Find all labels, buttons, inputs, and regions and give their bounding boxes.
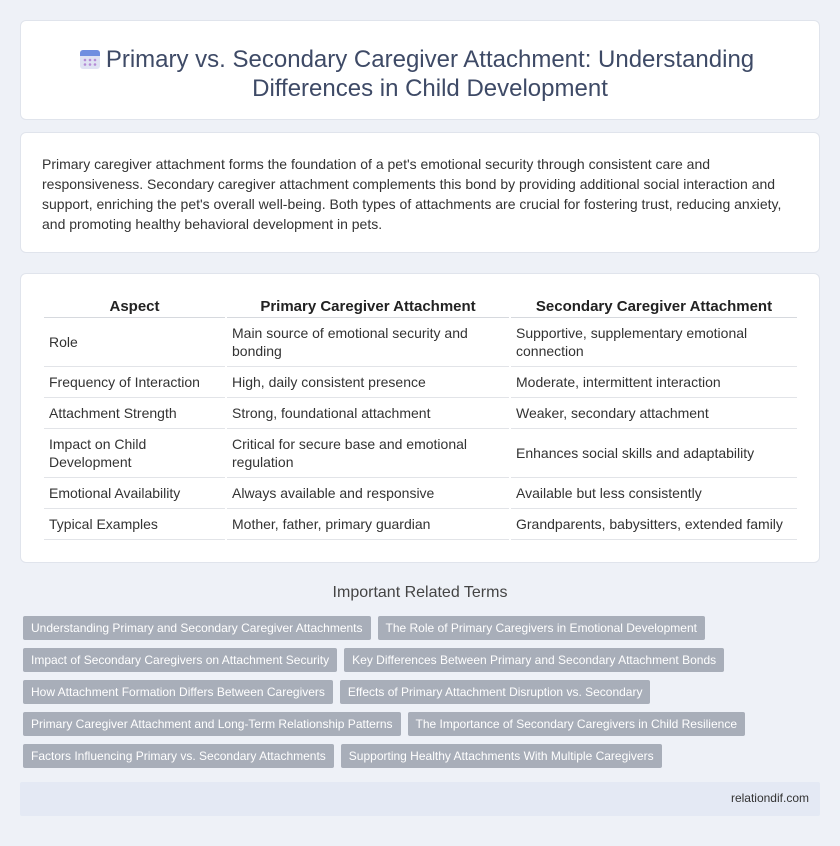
table-cell: Supportive, supplementary emotional connection — [511, 318, 797, 367]
table-cell: Typical Examples — [44, 509, 225, 540]
related-term-tag[interactable]: The Importance of Secondary Caregivers in Child Resilience — [408, 712, 746, 736]
comparison-table-card — [20, 273, 820, 563]
table-cell: Moderate, intermittent interaction — [511, 367, 797, 398]
related-term-tag[interactable]: How Attachment Formation Differs Between Caregivers — [23, 680, 333, 704]
table-cell: Critical for secure base and emotional regulation — [227, 429, 509, 478]
table-cell: Always available and responsive — [227, 478, 509, 509]
related-terms-heading: Important Related Terms — [332, 584, 508, 601]
table-cell: Grandparents, babysitters, extended family — [511, 509, 797, 540]
table-header-row — [44, 296, 797, 318]
table-cell: Available but less consistently — [511, 478, 797, 509]
intro-card — [20, 132, 820, 253]
related-term-tag[interactable]: Key Differences Between Primary and Secondary Attachment Bonds — [344, 648, 724, 672]
column-header-aspect: Aspect — [44, 296, 225, 318]
related-term-tag[interactable]: Effects of Primary Attachment Disruption vs. Secondary — [340, 680, 651, 704]
comparison-table — [42, 296, 799, 540]
table-cell: High, daily consistent presence — [227, 367, 509, 398]
table-cell: Enhances social skills and adaptability — [511, 429, 797, 478]
intro-paragraph: Primary caregiver attachment forms the foundation of a pet's emotional security through consistent care and responsiveness. Secondary caregiver attachment complements this bond by providing additional social interaction and support, enriching the pet's overall well-being. Both types of attachments are crucial for fostering trust, reducing anxiety, and promoting healthy behavioral development in pets. — [42, 156, 782, 232]
related-term-tag[interactable]: Understanding Primary and Secondary Caregiver Attachments — [23, 616, 371, 640]
header-card — [20, 20, 820, 120]
related-term-tag[interactable]: The Role of Primary Caregivers in Emotional Development — [378, 616, 705, 640]
column-header-secondary: Secondary Caregiver Attachment — [511, 296, 797, 318]
table-cell: Strong, foundational attachment — [227, 398, 509, 429]
table-cell: Role — [44, 318, 225, 367]
table-row — [44, 398, 797, 429]
table-cell: Impact on Child Development — [44, 429, 225, 478]
related-term-tag[interactable]: Supporting Healthy Attachments With Multiple Caregivers — [341, 744, 662, 768]
related-term-tag[interactable]: Primary Caregiver Attachment and Long-Term Relationship Patterns — [23, 712, 401, 736]
footer-bar — [20, 782, 820, 816]
table-row — [44, 318, 797, 367]
table-cell: Mother, father, primary guardian — [227, 509, 509, 540]
related-term-tag[interactable]: Factors Influencing Primary vs. Secondary Attachments — [23, 744, 334, 768]
table-row — [44, 478, 797, 509]
table-row — [44, 509, 797, 540]
table-cell: Emotional Availability — [44, 478, 225, 509]
column-header-primary: Primary Caregiver Attachment — [227, 296, 509, 318]
related-terms-list — [23, 616, 813, 768]
table-cell: Main source of emotional security and bonding — [227, 318, 509, 367]
related-term-tag[interactable]: Impact of Secondary Caregivers on Attachment Security — [23, 648, 337, 672]
table-cell: Attachment Strength — [44, 398, 225, 429]
table-row — [44, 367, 797, 398]
table-cell: Frequency of Interaction — [44, 367, 225, 398]
table-row — [44, 429, 797, 478]
table-cell: Weaker, secondary attachment — [511, 398, 797, 429]
page-title: Primary vs. Secondary Caregiver Attachment: Understanding Differences in Child Development — [105, 46, 755, 102]
footer-site-name[interactable]: relationdif.com — [730, 791, 809, 805]
